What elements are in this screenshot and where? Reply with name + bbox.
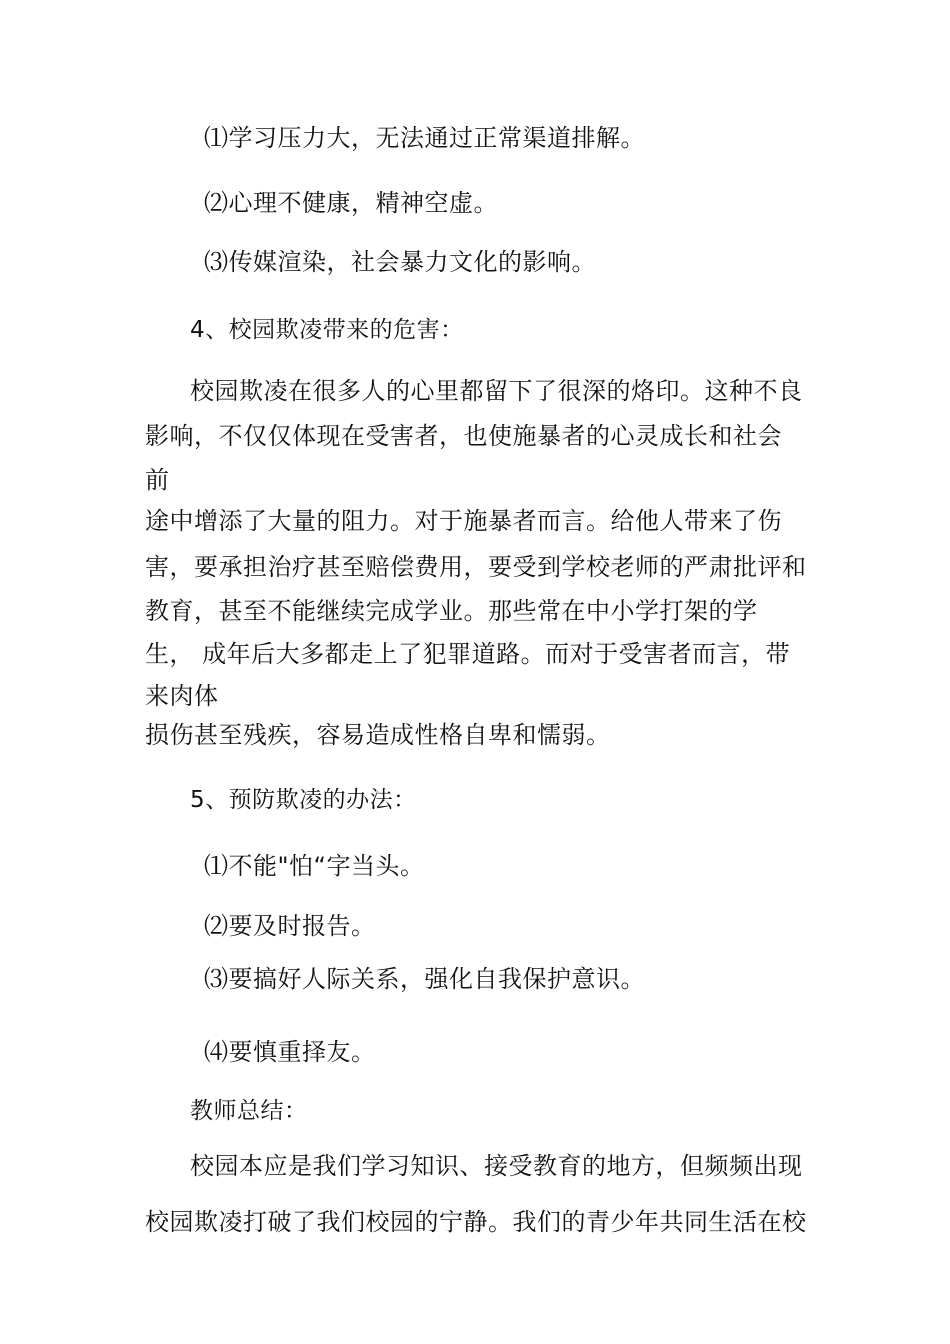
paragraph-line: 途中增添了大量的阻力。对于施暴者而言。给他人带来了伤 bbox=[145, 507, 782, 535]
paragraph-line: 害，要承担治疗甚至赔偿费用，要受到学校老师的严肃批评和 bbox=[145, 553, 807, 581]
summary-line: 校园本应是我们学习知识、接受教育的地方，但频频出现 bbox=[190, 1152, 803, 1180]
paragraph-line: 生， 成年后大多都走上了犯罪道路。而对于受害者而言，带 bbox=[145, 640, 791, 668]
prevention-item-2: ⑵要及时报告。 bbox=[204, 912, 376, 940]
section-5-heading: 5、预防欺凌的办法： bbox=[190, 787, 417, 813]
paragraph-line: 教育，甚至不能继续完成学业。那些常在中小学打架的学 bbox=[145, 597, 758, 625]
cause-item-3: ⑶传媒渲染，社会暴力文化的影响。 bbox=[204, 248, 596, 276]
paragraph-line: 校园欺凌在很多人的心里都留下了很深的烙印。这种不良 bbox=[190, 377, 803, 405]
paragraph-line: 影响，不仅仅体现在受害者，也使施暴者的心灵成长和社会 bbox=[145, 422, 782, 450]
prevention-item-4: ⑷要慎重择友。 bbox=[204, 1038, 376, 1066]
paragraph-line: 前 bbox=[145, 466, 170, 494]
prevention-item-1: ⑴不能"怕“字当头。 bbox=[204, 852, 425, 880]
section-4-heading: 4、校园欺凌带来的危害： bbox=[190, 317, 464, 343]
prevention-item-3: ⑶要搞好人际关系，强化自我保护意识。 bbox=[204, 965, 645, 993]
summary-heading: 教师总结： bbox=[190, 1098, 308, 1124]
summary-line: 校园欺凌打破了我们校园的宁静。我们的青少年共同生活在校 bbox=[145, 1208, 807, 1236]
paragraph-line: 损伤甚至残疾，容易造成性格自卑和懦弱。 bbox=[145, 721, 611, 749]
cause-item-1: ⑴学习压力大，无法通过正常渠道排解。 bbox=[204, 124, 645, 152]
cause-item-2: ⑵心理不健康，精神空虚。 bbox=[204, 189, 498, 217]
paragraph-line: 来肉体 bbox=[145, 682, 219, 710]
